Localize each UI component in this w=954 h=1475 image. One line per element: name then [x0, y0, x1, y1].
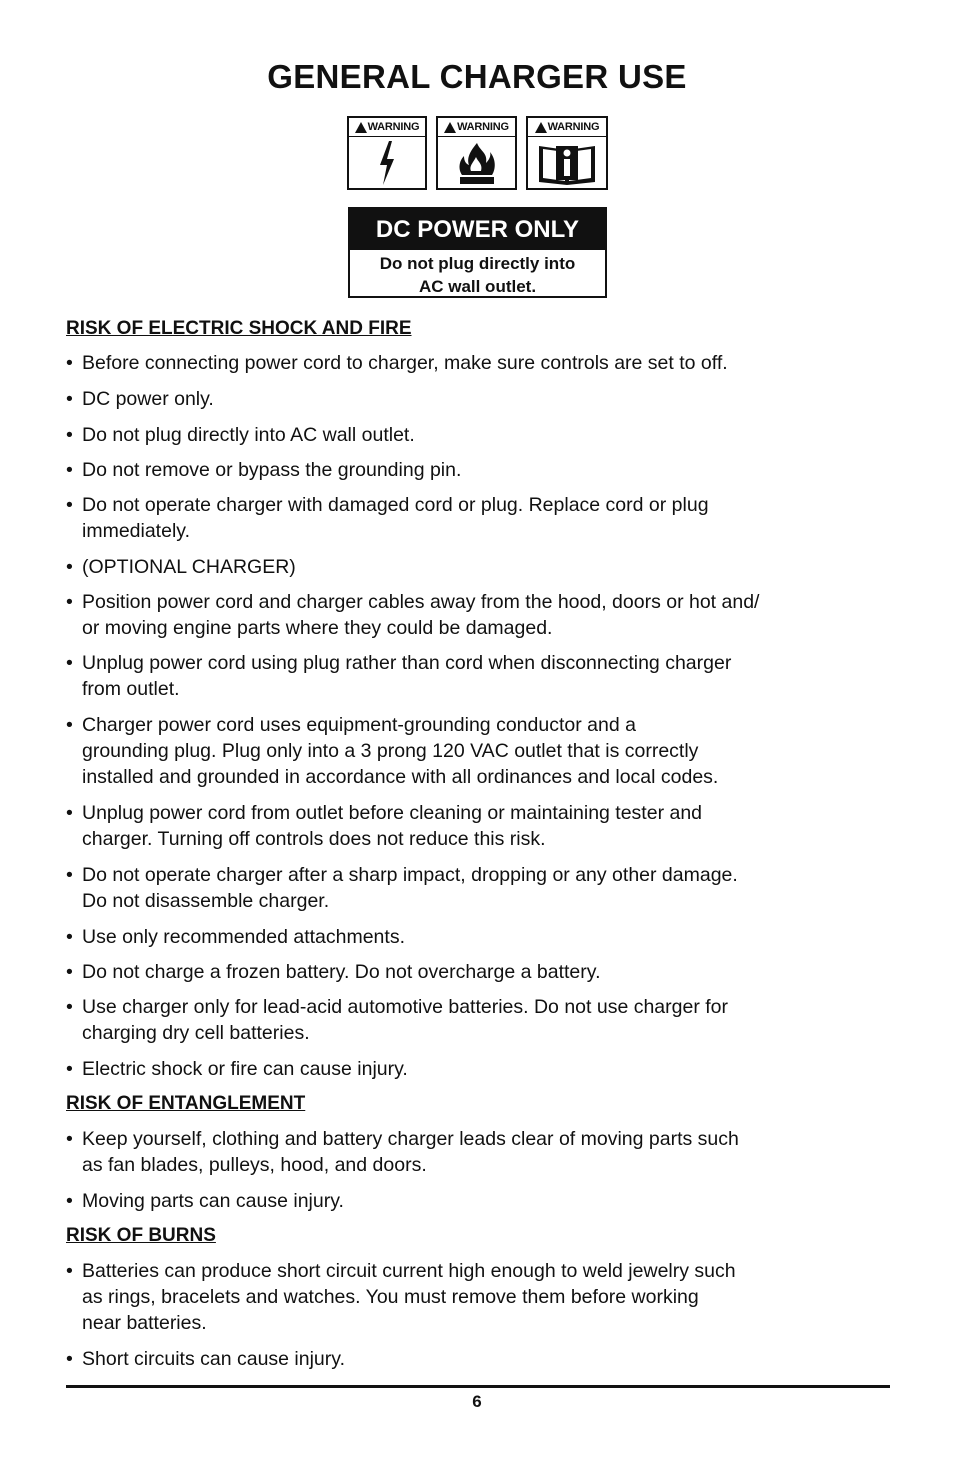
warning-label-text: WARNING: [547, 121, 600, 133]
dc-power-heading: DC POWER ONLY: [350, 209, 605, 250]
bullet: •: [66, 961, 73, 983]
warning-label-text: WARNING: [457, 121, 509, 133]
list-item: [66, 994, 866, 1046]
warning-label-text: WARNING: [367, 121, 420, 133]
dc-notice-line-1: Do not plug directly into: [379, 254, 576, 273]
list-item: [66, 924, 866, 950]
list-item: [66, 1056, 866, 1082]
bullet: •: [66, 1190, 73, 1212]
list-item: [66, 1258, 866, 1336]
list-item: [66, 350, 866, 376]
bullet: •: [66, 388, 73, 410]
list-item-text: Do not operate charger after a sharp impact, dropping or any other damage. Do not disassemble charger.: [82, 864, 738, 912]
list-item-text: Use charger only for lead-acid automotive batteries. Do not use charger for charging dry cell batteries.: [82, 996, 728, 1044]
section-heading-shock: RISK OF ELECTRIC SHOCK AND FIRE: [66, 318, 412, 339]
list-item-text: Moving parts can cause injury.: [82, 1190, 344, 1212]
list-item-text: DC power only.: [82, 388, 214, 410]
read-manual-icon: [536, 140, 598, 186]
list-item-text: Batteries can produce short circuit current high enough to weld jewelry such as rings, bracelets and watches. You must remove them before working near batteries.: [82, 1260, 736, 1334]
list-item: [66, 386, 866, 412]
list-item-text: Electric shock or fire can cause injury.: [82, 1058, 408, 1080]
list-item: [66, 1126, 866, 1178]
list-item-text: Before connecting power cord to charger, make sure controls are set to off.: [82, 352, 728, 374]
footer-divider: [66, 1385, 890, 1388]
list-item: [66, 650, 866, 702]
list-item-text: Use only recommended attachments.: [82, 926, 405, 948]
list-item-text: Do not plug directly into AC wall outlet.: [82, 424, 415, 446]
list-item-text: Do not operate charger with damaged cord or plug. Replace cord or plug immediately.: [82, 494, 709, 542]
list-item-text: Unplug power cord from outlet before cleaning or maintaining tester and charger. Turning off controls does not reduce this risk.: [82, 802, 703, 850]
list-item-text: Do not remove or bypass the grounding pin.: [82, 459, 462, 481]
list-item-text: Short circuits can cause injury.: [82, 1348, 345, 1370]
list-item: [66, 862, 866, 914]
bullet: •: [66, 652, 73, 674]
page-title: GENERAL CHARGER USE: [267, 58, 687, 95]
list-item-text: Charger power cord uses equipment-grounding conductor and a grounding plug. Plug only into a 3 prong 120 VAC outlet that is correctly installed and grounded in accordance with all ordinances and local codes.: [82, 714, 719, 788]
section-heading-entanglement: RISK OF ENTANGLEMENT: [66, 1093, 306, 1114]
bullet: •: [66, 714, 73, 736]
bullet: •: [66, 424, 73, 446]
page-number: 6: [472, 1392, 482, 1411]
shock-warning-label: [347, 116, 427, 190]
list-item: [66, 457, 866, 483]
bullet: •: [66, 556, 73, 578]
list-item: [66, 492, 866, 544]
bullet: •: [66, 864, 73, 886]
bullet: •: [66, 352, 73, 374]
fire-warning-label: [436, 116, 517, 190]
list-item: [66, 589, 866, 641]
bullet: •: [66, 1058, 73, 1080]
list-item: [66, 800, 866, 852]
list-item: [66, 959, 866, 985]
bullet: •: [66, 591, 73, 613]
list-item: [66, 422, 866, 448]
list-item-text: Unplug power cord using plug rather than cord when disconnecting charger from outlet.: [82, 652, 732, 700]
bullet: •: [66, 926, 73, 948]
list-item: [66, 1188, 866, 1214]
bullet: •: [66, 1128, 73, 1150]
list-item: [66, 554, 866, 580]
list-item-text: Do not charge a frozen battery. Do not overcharge a battery.: [82, 961, 601, 983]
warning-triangle-icon: [444, 122, 456, 133]
lightning-bolt-icon: [372, 139, 402, 187]
list-item-text: (OPTIONAL CHARGER): [82, 556, 296, 578]
dc-notice-line-2: AC wall outlet.: [418, 277, 537, 296]
fire-icon: [454, 139, 500, 187]
warning-triangle-icon: [355, 122, 367, 133]
list-item-text: Keep yourself, clothing and battery charger leads clear of moving parts such as fan blades, pulleys, hood, and doors.: [82, 1128, 739, 1176]
section-heading-burns: RISK OF BURNS: [66, 1225, 216, 1246]
warning-triangle-icon: [535, 122, 547, 133]
dc-power-notice: [348, 207, 607, 298]
list-item-text: Position power cord and charger cables away from the hood, doors or hot and/ or moving engine parts where they could be damaged.: [82, 591, 760, 639]
list-item: [66, 1346, 866, 1372]
manual-warning-label: [526, 116, 608, 190]
bullet: •: [66, 1260, 73, 1282]
bullet: •: [66, 802, 73, 824]
list-item: [66, 712, 866, 790]
bullet: •: [66, 1348, 73, 1370]
bullet: •: [66, 459, 73, 481]
bullet: •: [66, 494, 73, 516]
bullet: •: [66, 996, 73, 1018]
